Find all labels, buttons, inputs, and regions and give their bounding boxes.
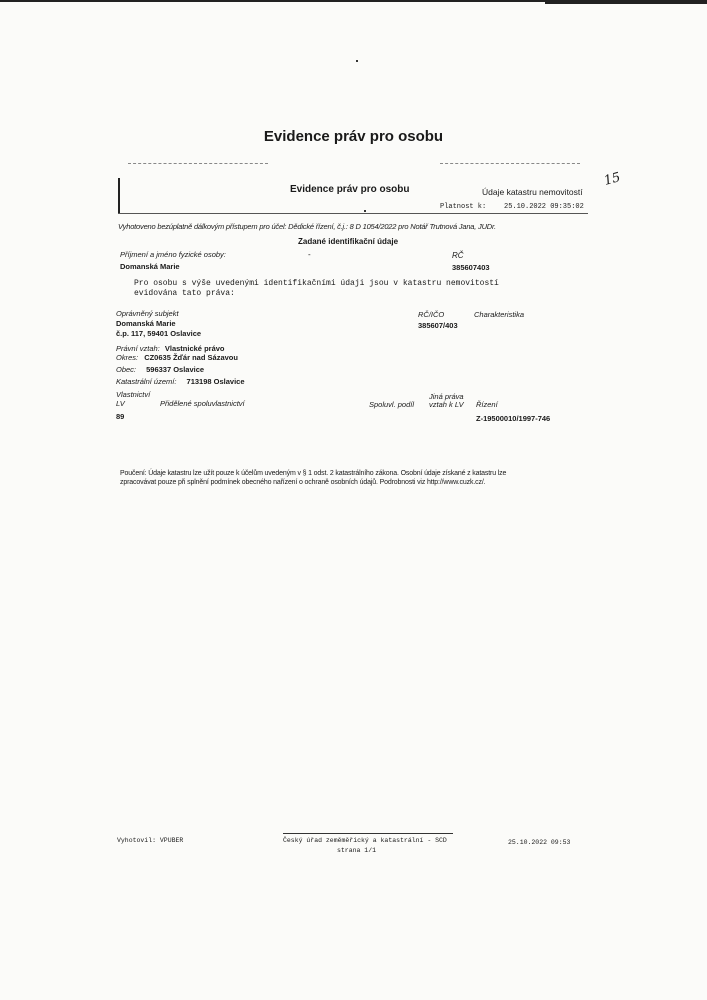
characteristic-label: Charakteristika xyxy=(474,310,525,319)
municipality-row xyxy=(116,365,204,374)
rc-label: RČ xyxy=(452,251,464,260)
rc-value: 385607403 xyxy=(452,263,490,272)
identification-title: Zadané identifikační údaje xyxy=(298,237,399,246)
validity-value: 25.10.2022 09:35:02 xyxy=(504,203,584,211)
subject-name: Domanská Marie xyxy=(116,319,176,328)
intro-text-line2: evidována tato práva: xyxy=(134,289,235,298)
rcico-value: 385607/403 xyxy=(418,321,458,330)
footer-date: 25.10.2022 09:53 xyxy=(508,839,571,846)
cadastral-row xyxy=(116,377,245,386)
header-info-label: Údaje katastru nemovitostí xyxy=(482,187,583,197)
header-box-left-edge xyxy=(118,178,120,214)
col-coowner: Přidělené spoluvlastnictví xyxy=(160,399,245,408)
scan-speck xyxy=(356,60,358,62)
scan-speck-2 xyxy=(364,210,366,212)
district-row xyxy=(116,353,238,362)
footer-office: Český úřad zeměměřický a katastrální - SCD xyxy=(283,837,447,844)
identification-dash: - xyxy=(308,250,311,259)
col-share: Spoluvl. podíl xyxy=(369,400,415,409)
col-lv-line2: LV xyxy=(116,399,125,408)
district-value: CZ0635 Žďár nad Sázavou xyxy=(144,353,238,362)
relation-label: Právní vztah: xyxy=(116,344,160,353)
access-note: Vyhotoveno bezúplatně dálkovým přístupem pro účel: Dědické řízení, č.j.: 8 D 1054/2022 pro Notář Trutnová Jana, JUDr. xyxy=(118,222,496,231)
notice-line2: zpracovávat pouze při splnění podmínek obecného nařízení o ochraně osobních údajů. Podrobnosti viz http://www.cuzk.cz/. xyxy=(120,479,486,486)
subject-label: Oprávněný subjekt xyxy=(116,309,179,318)
rcico-label: RČ/IČO xyxy=(418,310,445,319)
relation-row xyxy=(116,344,225,353)
notice-line1: Poučení: Údaje katastru lze užít pouze k účelům uvedeným v § 1 odst. 2 katastrálního zákona. Osobní údaje získané z katastru lze xyxy=(120,470,507,477)
footer-made-by: Vyhotovil: VPUBER xyxy=(117,837,184,844)
footer-page: strana 1/1 xyxy=(337,847,377,854)
district-label: Okres: xyxy=(116,353,139,362)
row-proceeding: Z-19500010/1997-746 xyxy=(476,414,551,423)
header-box-bottom xyxy=(118,213,588,214)
scan-edge-top-right xyxy=(545,2,707,4)
relation-value: Vlastnické právo xyxy=(164,344,225,353)
page-title: Evidence práv pro osobu xyxy=(263,128,444,145)
person-name-label: Příjmení a jméno fyzické osoby: xyxy=(120,250,226,259)
col-other-line1: Jiná práva xyxy=(429,392,464,401)
subject-address: č.p. 117, 59401 Oslavice xyxy=(116,329,202,338)
municipality-value: 596337 Oslavice xyxy=(146,365,205,374)
intro-text-line1: Pro osobu s výše uvedenými identifikačními údaji jsou v katastru nemovitostí xyxy=(134,279,499,288)
cadastral-value: 713198 Oslavice xyxy=(186,377,245,386)
header-divider-left xyxy=(128,163,268,164)
cadastral-label: Katastrální území: xyxy=(116,377,177,386)
handwritten-mark: 15 xyxy=(602,170,623,189)
header-divider-right xyxy=(440,163,580,164)
col-other-line2: vztah k LV xyxy=(429,400,464,409)
validity-label: Platnost k: xyxy=(440,203,487,211)
header-title: Evidence práv pro osobu xyxy=(290,184,410,195)
municipality-label: Obec: xyxy=(116,365,137,374)
col-proceeding: Řízení xyxy=(476,400,498,409)
col-lv-line1: Vlastnictví xyxy=(116,390,151,399)
row-lv: 89 xyxy=(116,412,125,421)
footer-divider xyxy=(283,833,453,834)
person-name-value: Domanská Marie xyxy=(120,262,180,271)
